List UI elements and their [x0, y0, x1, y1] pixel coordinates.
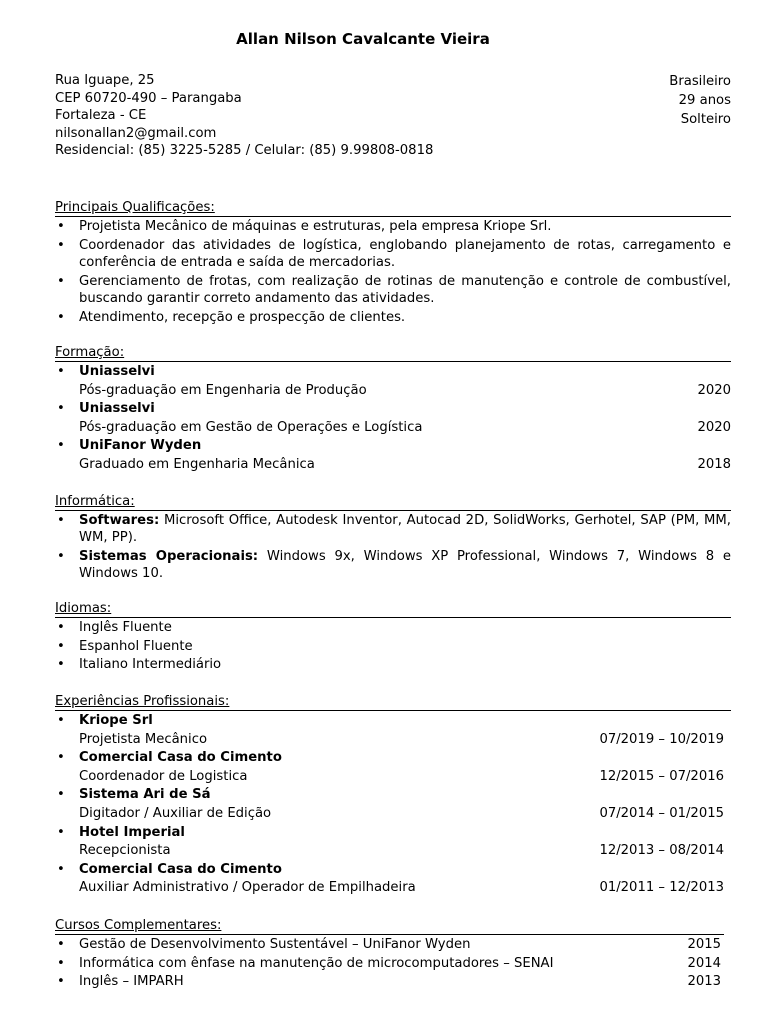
- section-idiomas: [55, 601, 731, 675]
- education-entry: [55, 363, 731, 400]
- course-year: 2020: [697, 419, 731, 435]
- job-role: Coordenador de Logistica: [79, 768, 248, 784]
- job-period: 12/2015 – 07/2016: [599, 768, 724, 784]
- address-city: Fortaleza - CE: [55, 108, 147, 123]
- job-role: Digitador / Auxiliar de Edição: [79, 805, 272, 821]
- company-name: • Comercial Casa do Cimento: [79, 750, 282, 766]
- job-period: 07/2019 – 10/2019: [599, 731, 724, 747]
- contact-info: [55, 72, 433, 160]
- course-name: • Informática com ênfase na manutenção de microcomputadores – SENAI: [79, 955, 554, 971]
- experience-entry: [55, 712, 731, 749]
- experience-entry: [55, 749, 731, 786]
- job-period: 01/2011 – 12/2013: [599, 880, 724, 896]
- job-period: 07/2014 – 01/2015: [599, 805, 724, 821]
- item-text: Microsoft Office, Autodesk Inventor, Autocad 2D, SolidWorks, Gerhotel, SAP (PM, MM, WM, PP).: [79, 513, 731, 545]
- company-name: • Kriope Srl: [79, 713, 153, 728]
- candidate-name: Allan Nilson Cavalcante Vieira: [236, 30, 490, 48]
- course-year: 2018: [697, 456, 731, 472]
- age: 29 anos: [678, 93, 731, 108]
- institution-name: • Uniasselvi: [79, 401, 155, 417]
- item-text: Windows 9x, Windows XP Professional, Windows 7, Windows 8 e Windows 10.: [79, 549, 731, 581]
- course-year: 2020: [697, 382, 731, 398]
- section-experiencias: [55, 694, 731, 898]
- course-year: 2015: [687, 937, 721, 952]
- course-year: 2014: [687, 955, 721, 971]
- section-title: Informática:: [55, 494, 731, 511]
- address-cep: CEP 60720-490 – Parangaba: [55, 90, 242, 106]
- email-address: nilsonallan2@gmail.com: [55, 125, 217, 141]
- phone-numbers: Residencial: (85) 3225-5285 / Celular: (85) 9.99808-0818: [55, 143, 434, 158]
- job-period: 12/2013 – 08/2014: [599, 843, 724, 859]
- section-qualificacoes: [55, 200, 731, 328]
- list-item: • Espanhol Fluente: [55, 638, 731, 657]
- item-label: Sistemas Operacionais:: [79, 549, 259, 564]
- section-cursos: [55, 918, 731, 992]
- course-entry: [55, 936, 731, 955]
- section-title: Experiências Profissionais:: [55, 694, 731, 711]
- company-name: • Comercial Casa do Cimento: [79, 861, 282, 877]
- company-name: • Hotel Imperial: [79, 824, 185, 840]
- list-item: • Atendimento, recepção e prospecção de clientes.: [55, 309, 731, 326]
- experience-entry: [55, 861, 731, 898]
- course-name: Pós-graduação em Engenharia de Produção: [79, 382, 367, 398]
- list-item: [55, 548, 731, 582]
- personal-info: [669, 72, 731, 129]
- course-entry: [55, 973, 731, 992]
- experience-entry: [55, 824, 731, 861]
- section-title: Principais Qualificações:: [55, 200, 731, 217]
- education-entry: [55, 437, 731, 474]
- course-name: • Gestão de Desenvolvimento Sustentável – UniFanor Wyden: [79, 937, 471, 952]
- section-title: Formação:: [55, 345, 731, 362]
- list-item: • Inglês Fluente: [55, 619, 731, 638]
- institution-name: • Uniasselvi: [79, 364, 155, 379]
- education-entry: [55, 400, 731, 437]
- job-role: Auxiliar Administrativo / Operador de Empilhadeira: [79, 880, 416, 896]
- list-item: • Projetista Mecânico de máquinas e estruturas, pela empresa Kriope Srl.: [55, 218, 731, 235]
- list-item: • Italiano Intermediário: [55, 656, 731, 675]
- section-informatica: [55, 494, 731, 582]
- course-name: • Inglês – IMPARH: [79, 974, 184, 990]
- marital-status: Solteiro: [680, 112, 731, 127]
- section-formacao: [55, 345, 731, 475]
- course-name: Pós-graduação em Gestão de Operações e Logística: [79, 419, 423, 435]
- list-item: • Coordenador das atividades de logística, englobando planejamento de rotas, carregamento e conferência de entrada e saída de mercadorias.: [55, 237, 731, 271]
- section-title: Idiomas:: [55, 601, 731, 618]
- company-name: • Sistema Ari de Sá: [79, 787, 211, 803]
- job-role: Projetista Mecânico: [79, 731, 208, 747]
- section-title: Cursos Complementares:: [55, 918, 724, 935]
- nationality: Brasileiro: [669, 74, 731, 89]
- course-year: 2013: [687, 974, 721, 990]
- experience-entry: [55, 786, 731, 823]
- course-entry: [55, 955, 731, 974]
- address-street: Rua Iguape, 25: [55, 73, 155, 88]
- item-label: Softwares:: [79, 513, 160, 528]
- job-role: Recepcionista: [79, 843, 171, 859]
- course-name: Graduado em Engenharia Mecânica: [79, 456, 315, 472]
- list-item: • Gerenciamento de frotas, com realização de rotinas de manutenção e controle de combustível, buscando garantir correto andamento das atividades.: [55, 273, 731, 307]
- list-item: [55, 512, 731, 546]
- institution-name: • UniFanor Wyden: [79, 438, 202, 454]
